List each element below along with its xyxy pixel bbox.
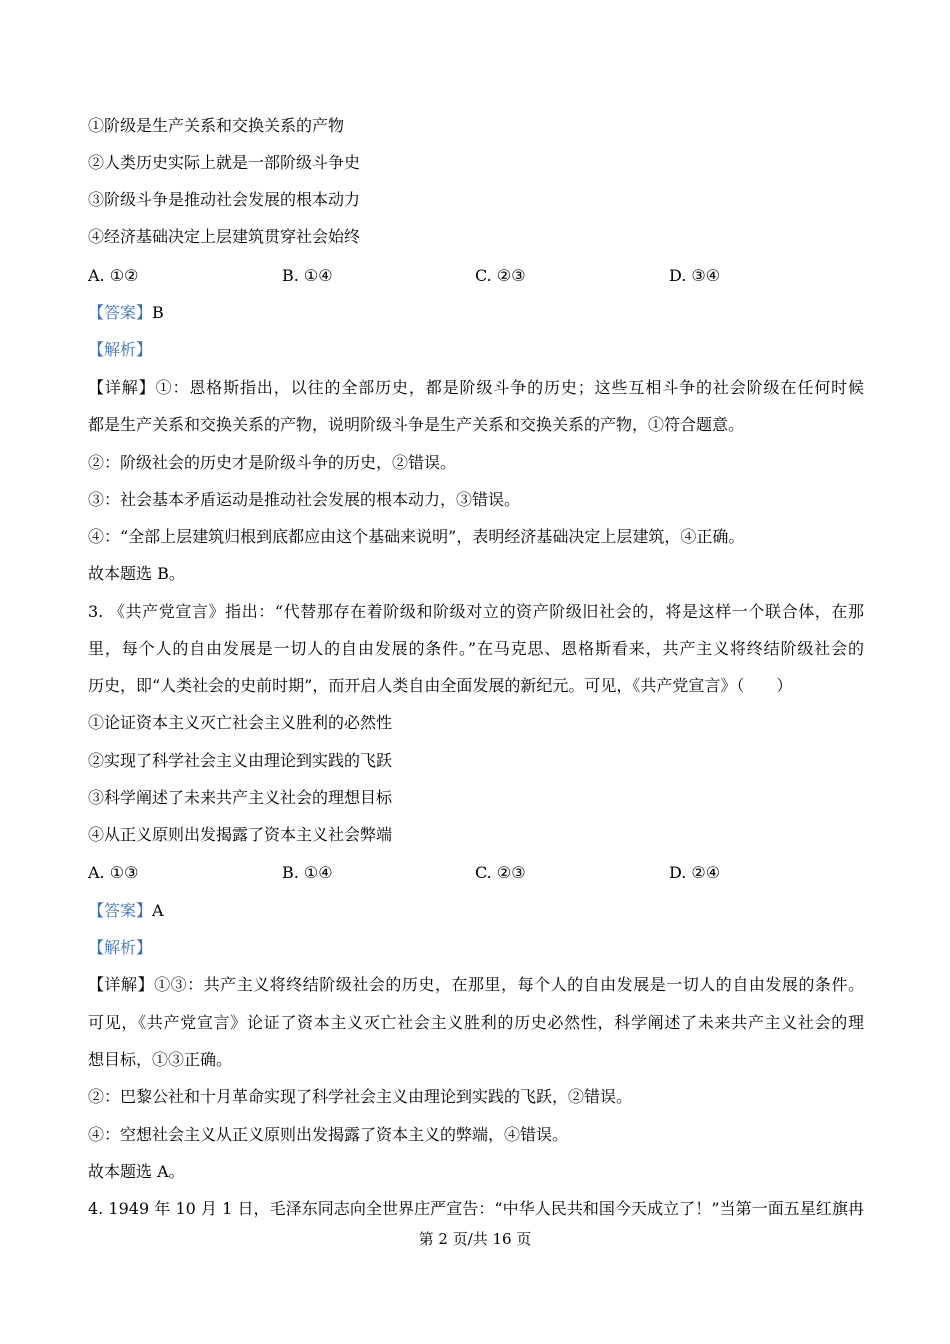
q2-analysis-label: [88, 339, 152, 361]
q3-analysis-label: [88, 937, 152, 959]
q2-detail-line-3: ②：阶级社会的历史才是阶级斗争的历史，②错误。: [88, 453, 457, 472]
page-footer: 第 2 页/共 16 页: [418, 1230, 532, 1248]
analysis-label: 【解析】: [88, 340, 153, 359]
answer-label: 【答案】: [88, 901, 153, 920]
q3-answer: [88, 900, 164, 922]
q3-detail-line-2: 可见，《共产党宣言》论证了资本主义灭亡社会主义胜利的历史必然性，科学阐述了未来共产主义社会的理: [88, 1013, 864, 1032]
q3-option-c: C. ②③: [475, 863, 526, 882]
q2-option-b: B. ①④: [282, 266, 333, 285]
q3-item-4: ④从正义原则出发揭露了资本主义社会弊端: [88, 825, 393, 844]
answer-value: B: [152, 303, 164, 322]
q2-detail-line-1: [88, 377, 864, 399]
q2-conclusion: 故本题选 B。: [88, 564, 185, 583]
detail-text: ①：恩格斯指出，以往的全部历史，都是阶级斗争的历史；这些互相斗争的社会阶级在任何时候: [155, 378, 864, 397]
q3-stem-line-3: 历史，即“人类社会的史前时期”，而开启人类自由全面发展的新纪元。可见，《共产党宣言》（ ）: [88, 676, 793, 695]
q3-option-d: D. ②④: [669, 863, 721, 882]
q4-stem-line-1: 4. 1949 年 10 月 1 日，毛泽东同志向全世界庄严宣告：“中华人民共和国今天成立了！”当第一面五星红旗冉: [88, 1199, 864, 1218]
analysis-label: 【解析】: [88, 938, 153, 957]
q3-item-1: ①论证资本主义灭亡社会主义胜利的必然性: [88, 713, 393, 732]
q2-option-c: C. ②③: [475, 266, 526, 285]
answer-value: A: [152, 901, 164, 920]
q2-option-a: A. ①②: [88, 266, 139, 285]
q2-answer: [88, 302, 164, 324]
q3-detail-line-5: ④：空想社会主义从正义原则出发揭露了资本主义的弊端，④错误。: [88, 1125, 569, 1144]
q3-stem-line-1: 3. 《共产党宣言》指出：“代替那存在着阶级和阶级对立的资产阶级旧社会的，将是这样一个联合体，在那: [88, 602, 864, 621]
q3-item-3: ③科学阐述了未来共产主义社会的理想目标: [88, 788, 393, 807]
q2-item-1: ①阶级是生产关系和交换关系的产物: [88, 116, 345, 135]
q3-option-b: B. ①④: [282, 863, 333, 882]
q3-detail-line-1: [88, 974, 864, 996]
q3-conclusion: 故本题选 A。: [88, 1162, 185, 1181]
q2-item-4: ④经济基础决定上层建筑贯穿社会始终: [88, 227, 361, 246]
q2-detail-line-2: 都是生产关系和交换关系的产物，说明阶级斗争是生产关系和交换关系的产物，①符合题意。: [88, 415, 745, 434]
detail-label: 【详解】: [88, 975, 155, 994]
q3-detail-line-4: ②：巴黎公社和十月革命实现了科学社会主义由理论到实践的飞跃，②错误。: [88, 1087, 633, 1106]
q3-option-a: A. ①③: [88, 863, 139, 882]
q3-item-2: ②实现了科学社会主义由理论到实践的飞跃: [88, 751, 393, 770]
q2-detail-line-5: ④：“全部上层建筑归根到底都应由这个基础来说明”，表明经济基础决定上层建筑，④正确。: [88, 527, 745, 546]
q2-detail-line-4: ③：社会基本矛盾运动是推动社会发展的根本动力，③错误。: [88, 490, 521, 509]
detail-text: ①③：共产主义将终结阶级社会的历史，在那里，每个人的自由发展是一切人的自由发展的条件。: [154, 975, 864, 994]
q3-stem-line-2: 里，每个人的自由发展是一切人的自由发展的条件。”在马克思、恩格斯看来，共产主义将终结阶级社会的: [88, 639, 864, 658]
q2-item-3: ③阶级斗争是推动社会发展的根本动力: [88, 190, 361, 209]
detail-label: 【详解】: [88, 378, 156, 397]
answer-label: 【答案】: [88, 303, 153, 322]
q2-option-d: D. ③④: [669, 266, 721, 285]
q3-detail-line-3: 想目标，①③正确。: [88, 1050, 233, 1069]
q2-item-2: ②人类历史实际上就是一部阶级斗争史: [88, 153, 361, 172]
